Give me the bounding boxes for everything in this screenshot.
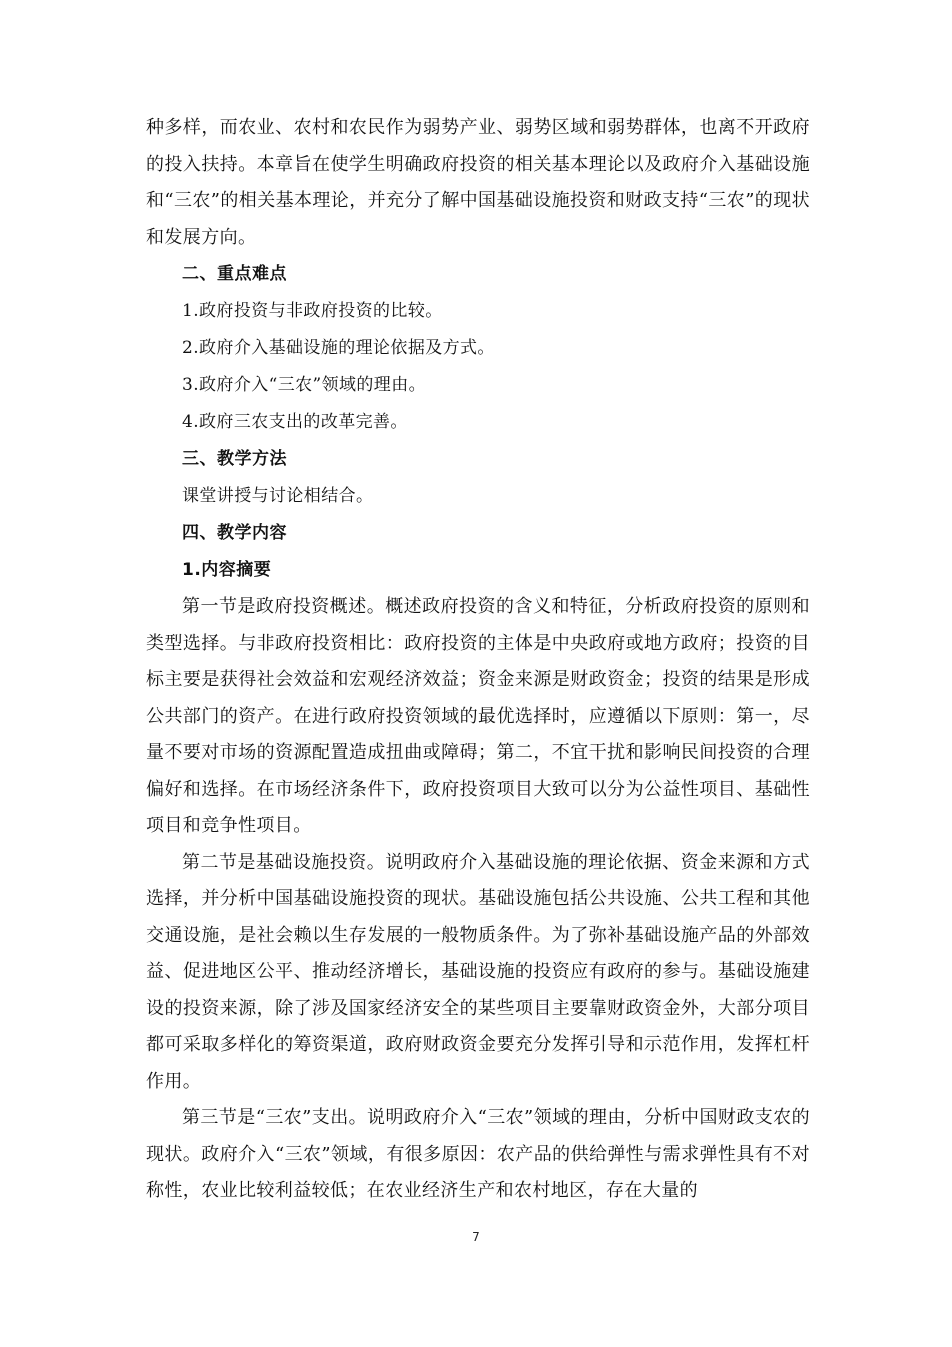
section-heading-teaching-content: 四、教学内容 — [182, 523, 287, 543]
key-point-item-4: 4.政府三农支出的改革完善。 — [182, 412, 408, 432]
key-point-item-1: 1.政府投资与非政府投资的比较。 — [182, 301, 443, 321]
summary-paragraph-1: 第一节是政府投资概述。概述政府投资的含义和特征，分析政府投资的原则和类型选择。与非政府投资相比：政府投资的主体是中央政府或地方政府；投资的目标主要是获得社会效益和宏观经济效益；资金来源是财政资金；投资的结果是形成公共部门的资产。在进行政府投资领域的最优选择时，应遵循以下原则：第一，尽量不要对市场的资源配置造成扭曲或障碍；第二，不宜干扰和影响民间投资的合理偏好和选择。在市场经济条件下，政府投资项目大致可以分为公益性项目、基础性项目和竞争性项目。 — [146, 596, 810, 836]
summary-paragraph-3: 第三节是“三农”支出。说明政府介入“三农”领域的理由，分析中国财政支农的现状。政府介入“三农”领域，有很多原因：农产品的供给弹性与需求弹性具有不对称性，农业比较利益较低；在农业经济生产和农村地区，存在大量的 — [146, 1107, 810, 1201]
teaching-method-text: 课堂讲授与讨论相结合。 — [182, 486, 374, 506]
intro-paragraph: 种多样，而农业、农村和农民作为弱势产业、弱势区域和弱势群体，也离不开政府的投入扶持。本章旨在使学生明确政府投资的相关基本理论以及政府介入基础设施和“三农”的相关基本理论，并充分了解中国基础设施投资和财政支持“三农”的现状和发展方向。 — [146, 117, 811, 248]
section-heading-teaching-method: 三、教学方法 — [182, 449, 287, 469]
page-number: 7 — [472, 1230, 480, 1244]
subheading-content-summary: 1.内容摘要 — [182, 560, 272, 580]
section-heading-key-points: 二、重点难点 — [182, 264, 287, 284]
summary-paragraph-2: 第二节是基础设施投资。说明政府介入基础设施的理论依据、资金来源和方式选择，并分析中国基础设施投资的现状。基础设施包括公共设施、公共工程和其他交通设施，是社会赖以生存发展的一般物质条件。为了弥补基础设施产品的外部效益、促进地区公平、推动经济增长，基础设施的投资应有政府的参与。基础设施建设的投资来源，除了涉及国家经济安全的某些项目主要靠财政资金外，大部分项目都可采取多样化的筹资渠道，政府财政资金要充分发挥引导和示范作用，发挥杠杆作用。 — [146, 851, 810, 1092]
key-point-item-3: 3.政府介入“三农”领域的理由。 — [182, 375, 427, 395]
document-page — [146, 110, 810, 1210]
key-point-item-2: 2.政府介入基础设施的理论依据及方式。 — [182, 338, 495, 358]
